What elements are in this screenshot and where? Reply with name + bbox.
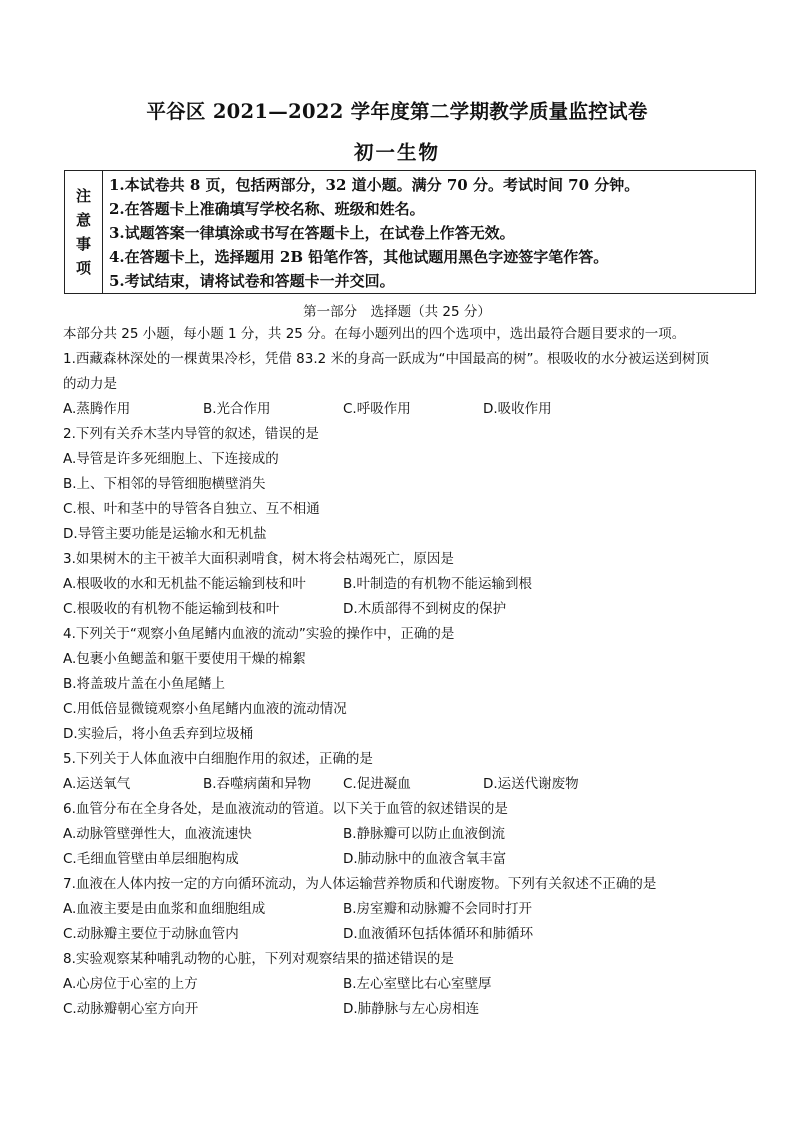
notice-item: 5.考试结束，请将试卷和答题卡一并交回。 <box>109 272 395 290</box>
answer-option: B.静脉瓣可以防止血液倒流 <box>343 826 506 842</box>
question-stem: 的动力是 <box>63 376 117 392</box>
option-row <box>63 772 743 797</box>
answer-option: B.房室瓣和动脉瓣不会同时打开 <box>343 901 533 917</box>
answer-option: A.蒸腾作用 <box>63 401 131 417</box>
answer-option: D.吸收作用 <box>483 401 552 417</box>
answer-option: C.根吸收的有机物不能运输到枝和叶 <box>63 601 280 617</box>
section-heading: 第一部分 选择题（共 25 分） <box>303 304 491 320</box>
answer-option: C.促进凝血 <box>343 776 411 792</box>
answer-option: A.包裹小鱼鳃盖和躯干要使用干燥的棉絮 <box>63 651 306 667</box>
exam-title: 平谷区 2021—2022 学年度第二学期教学质量监控试卷 <box>146 100 648 123</box>
answer-option: D.运送代谢废物 <box>483 776 579 792</box>
answer-option: B.吞噬病菌和异物 <box>203 776 312 792</box>
question-body <box>63 322 743 1022</box>
answer-option: B.将盖玻片盖在小鱼尾鳍上 <box>63 676 226 692</box>
notice-label-char: 注 <box>75 187 91 205</box>
answer-option: C.动脉瓣主要位于动脉血管内 <box>63 926 239 942</box>
notice-item: 2.在答题卡上准确填写学校名称、班级和姓名。 <box>109 200 425 218</box>
answer-option: B.光合作用 <box>203 401 271 417</box>
notice-items <box>103 171 755 293</box>
question-stem: 8.实验观察某种哺乳动物的心脏，下列对观察结果的描述错误的是 <box>63 951 454 967</box>
answer-option: D.导管主要功能是运输水和无机盐 <box>63 526 267 542</box>
answer-option: C.呼吸作用 <box>343 401 411 417</box>
notice-label-char: 意 <box>75 211 91 229</box>
question-stem: 5.下列关于人体血液中白细胞作用的叙述，正确的是 <box>63 751 373 767</box>
answer-option: B.上、下相邻的导管细胞横壁消失 <box>63 476 266 492</box>
question-stem: 1.西藏森林深处的一棵黄果冷杉，凭借 83.2 米的身高一跃成为“中国最高的树”。根吸收的水分被运送到树顶 <box>63 351 710 367</box>
notice-label-char: 项 <box>75 259 91 277</box>
answer-option: A.血液主要是由血浆和血细胞组成 <box>63 901 266 917</box>
option-row <box>63 572 743 597</box>
notice-label-char: 事 <box>75 235 91 253</box>
answer-option: A.导管是许多死细胞上、下连接成的 <box>63 451 279 467</box>
option-row <box>63 597 743 622</box>
answer-option: C.毛细血管壁由单层细胞构成 <box>63 851 239 867</box>
answer-option: D.肺静脉与左心房相连 <box>343 1001 480 1017</box>
answer-option: D.实验后，将小鱼丢弃到垃圾桶 <box>63 726 254 742</box>
answer-option: C.动脉瓣朝心室方向开 <box>63 1001 199 1017</box>
answer-option: A.根吸收的水和无机盐不能运输到枝和叶 <box>63 576 306 592</box>
answer-option: C.用低倍显微镜观察小鱼尾鳍内血液的流动情况 <box>63 701 347 717</box>
section-intro: 本部分共 25 小题，每小题 1 分，共 25 分。在每小题列出的四个选项中，选出最符合题目要求的一项。 <box>63 326 686 342</box>
question-stem: 2.下列有关乔木茎内导管的叙述，错误的是 <box>63 426 319 442</box>
question-stem: 6.血管分布在全身各处，是血液流动的管道。以下关于血管的叙述错误的是 <box>63 801 508 817</box>
answer-option: B.左心室壁比右心室壁厚 <box>343 976 492 992</box>
answer-option: D.木质部得不到树皮的保护 <box>343 601 507 617</box>
answer-option: A.心房位于心室的上方 <box>63 976 198 992</box>
question-stem: 4.下列关于“观察小鱼尾鳍内血液的流动”实验的操作中，正确的是 <box>63 626 455 642</box>
question-stem: 7.血液在人体内按一定的方向循环流动，为人体运输营养物质和代谢废物。下列有关叙述不正确的是 <box>63 876 657 892</box>
option-row <box>63 847 743 872</box>
answer-option: A.运送氧气 <box>63 776 131 792</box>
option-row <box>63 997 743 1022</box>
option-row <box>63 972 743 997</box>
notice-item: 1.本试卷共 8 页，包括两部分，32 道小题。满分 70 分。考试时间 70 分钟。 <box>109 176 640 194</box>
option-row <box>63 822 743 847</box>
question-stem: 3.如果树木的主干被羊大面积剥啃食，树木将会枯竭死亡，原因是 <box>63 551 454 567</box>
answer-option: D.肺动脉中的血液含氧丰富 <box>343 851 507 867</box>
notice-box <box>64 170 756 294</box>
answer-option: D.血液循环包括体循环和肺循环 <box>343 926 534 942</box>
option-row <box>63 397 743 422</box>
notice-item: 3.试题答案一律填涂或书写在答题卡上，在试卷上作答无效。 <box>109 224 515 242</box>
notice-item: 4.在答题卡上，选择题用 2B 铅笔作答，其他试题用黑色字迹签字笔作答。 <box>109 248 609 266</box>
option-row <box>63 897 743 922</box>
answer-option: C.根、叶和茎中的导管各自独立、互不相通 <box>63 501 320 517</box>
exam-subject: 初一生物 <box>353 141 440 164</box>
answer-option: A.动脉管壁弹性大，血液流速快 <box>63 826 252 842</box>
option-row <box>63 922 743 947</box>
answer-option: B.叶制造的有机物不能运输到根 <box>343 576 533 592</box>
notice-label <box>65 171 103 293</box>
